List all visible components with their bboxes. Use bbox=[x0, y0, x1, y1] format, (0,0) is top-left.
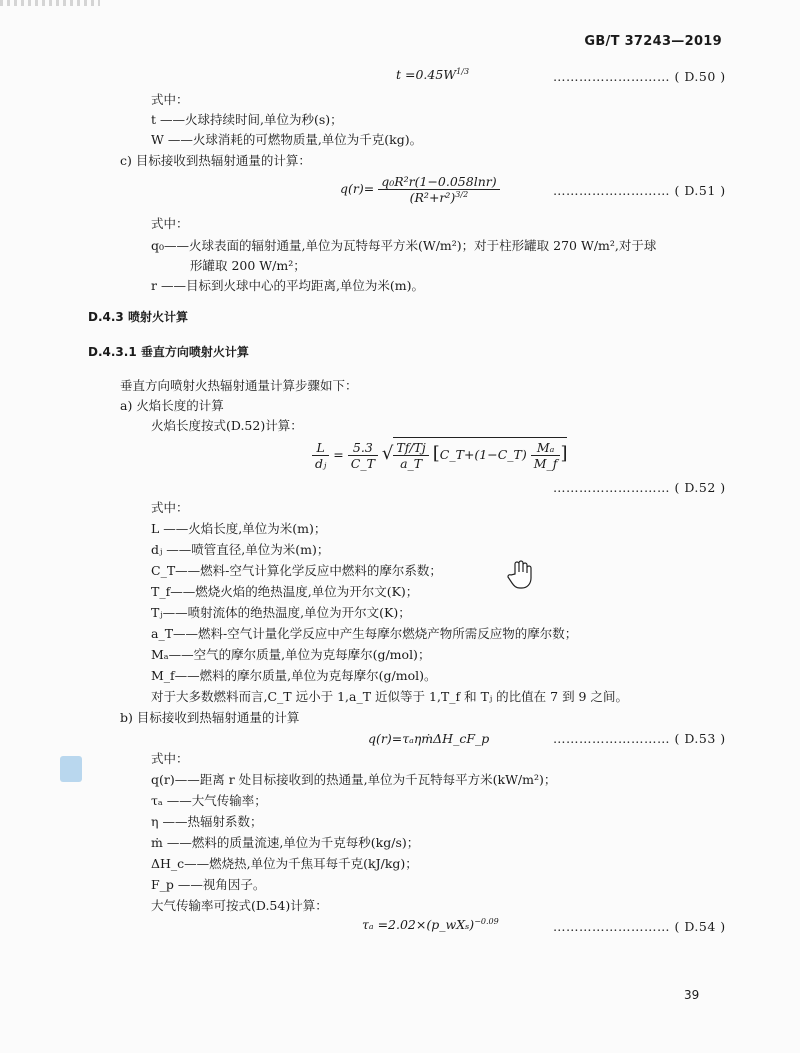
side-tab-marker[interactable] bbox=[60, 756, 82, 782]
equation-number-d54: ……………………… ( D.54 ) bbox=[553, 919, 726, 934]
equation-number-d53: ……………………… ( D.53 ) bbox=[553, 731, 726, 746]
definition-qr: q(r)——距离 r 处目标接收到的热通量,单位为千瓦特每平方米(kW/m²)； bbox=[151, 772, 557, 787]
equation-number-d50: ……………………… ( D.50 ) bbox=[553, 69, 726, 84]
where-label: 式中： bbox=[151, 216, 189, 231]
definition-mf: M_f——燃料的摩尔质量,单位为克每摩尔(g/mol)。 bbox=[151, 668, 437, 683]
formula-d50: $t =0.45W^{1/3}$ bbox=[396, 67, 470, 83]
equation-number-d52: ……………………… ( D.52 ) bbox=[553, 480, 726, 495]
where-label: 式中： bbox=[151, 751, 189, 766]
tau-intro: 大气传输率可按式(D.54)计算： bbox=[151, 898, 328, 913]
definition-r: r ——目标到火球中心的平均距离,单位为米(m)。 bbox=[151, 278, 425, 293]
equation-number-d51: ……………………… ( D.51 ) bbox=[553, 183, 726, 198]
definition-mdot: ṁ ——燃料的质量流速,单位为千克每秒(kg/s)； bbox=[151, 835, 420, 850]
definition-tf: T_f——燃烧火焰的绝热温度,单位为开尔文(K)； bbox=[151, 584, 419, 599]
list-item-b: b) 目标接收到热辐射通量的计算 bbox=[120, 710, 300, 725]
definition-ma: Mₐ——空气的摩尔质量,单位为克每摩尔(g/mol)； bbox=[151, 647, 431, 662]
definition-t: t ——火球持续时间,单位为秒(s)； bbox=[151, 112, 343, 127]
definition-fp: F_p ——视角因子。 bbox=[151, 877, 266, 892]
formula-d51: q(r)= $\frac{\text{q₀R²r(1−0.058lnr)}}{(R^2+r^2)^{3/2}}$ bbox=[340, 174, 500, 205]
page-number: 39 bbox=[684, 988, 700, 1002]
definition-dhc: ΔH_c——燃烧热,单位为千焦耳每千克(kJ/kg)； bbox=[151, 856, 418, 871]
note-most-fuels: 对于大多数燃料而言,C_T 远小于 1,a_T 近似等于 1,T_f 和 Tⱼ 的比值在 7 到 9 之间。 bbox=[151, 689, 628, 704]
definition-w: W ——火球消耗的可燃物质量,单位为千克(kg)。 bbox=[151, 132, 423, 147]
definition-tj: Tⱼ——喷射流体的绝热温度,单位为开尔文(K)； bbox=[151, 605, 411, 620]
definition-q0-cont: 形罐取 200 W/m²； bbox=[190, 258, 306, 273]
where-label: 式中： bbox=[151, 500, 189, 515]
where-label: 式中： bbox=[151, 92, 189, 107]
definition-at: a_T——燃料-空气计量化学反应中产生每摩尔燃烧产物所需反应物的摩尔数； bbox=[151, 626, 578, 641]
formula-d53: q(r)=τₐηṁΔH_cF_p bbox=[368, 731, 490, 746]
formula-d54: τₐ =2.02×(p_wXₛ)$^{-0.09}$ bbox=[362, 917, 499, 933]
hand-cursor-icon bbox=[506, 560, 534, 594]
definition-dj: dⱼ ——喷管直径,单位为米(m)； bbox=[151, 542, 330, 557]
section-heading-d431: D.4.3.1 垂直方向喷射火计算 bbox=[88, 345, 249, 359]
definition-l: L ——火焰长度,单位为米(m)； bbox=[151, 521, 327, 536]
definition-tau: τₐ ——大气传输率； bbox=[151, 793, 267, 808]
intro-paragraph: 垂直方向喷射火热辐射通量计算步骤如下： bbox=[120, 378, 358, 393]
definition-eta: η ——热辐射系数； bbox=[151, 814, 263, 829]
list-item-a-text: 火焰长度按式(D.52)计算： bbox=[151, 418, 303, 433]
list-item-a: a) 火焰长度的计算 bbox=[120, 398, 224, 413]
list-item-c: c) 目标接收到热辐射通量的计算： bbox=[120, 153, 311, 168]
formula-d52: $\frac{L}{\text{dⱼ}}$ = $\frac{5.3}{C\_T}$ √ $\frac{Tf/Tj}{a\_T}$ [C_T+(1−C_T) $\frac{\text{Mₐ}}{M\_f}$ ] bbox=[312, 437, 567, 471]
definition-q0: q₀——火球表面的辐射通量,单位为瓦特每平方米(W/m²)；对于柱形罐取 270 W/m²,对于球 bbox=[151, 238, 657, 253]
section-heading-d43: D.4.3 喷射火计算 bbox=[88, 310, 188, 324]
definition-ct: C_T——燃料-空气计算化学反应中燃料的摩尔系数； bbox=[151, 563, 442, 578]
standard-number: GB/T 37243—2019 bbox=[584, 34, 722, 49]
top-dotted-strip bbox=[0, 0, 100, 6]
